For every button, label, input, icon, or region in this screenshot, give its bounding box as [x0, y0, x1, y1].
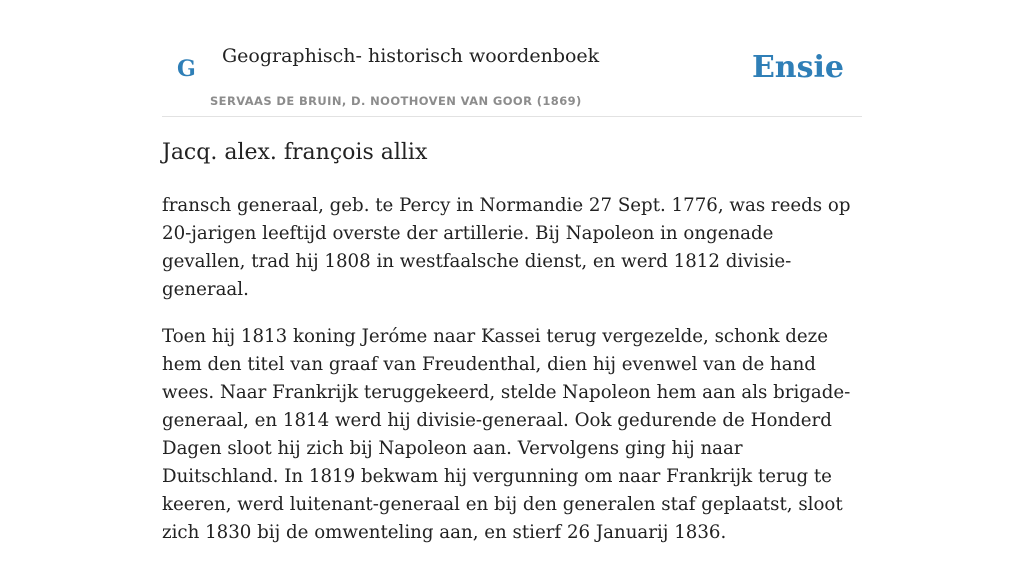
entry-content	[162, 192, 862, 566]
book-author: SERVAAS DE BRUIN, D. NOOTHOVEN VAN GOOR (1869)	[210, 94, 582, 108]
ensie-logo-link[interactable]: Ensie	[751, 50, 844, 85]
page-header	[162, 0, 862, 117]
book-title-link[interactable]: Geographisch- historisch woordenboek	[222, 45, 600, 67]
entry-paragraph: fransch generaal, geb. te Percy in Normandie 27 Sept. 1776, was reeds op 20-jarigen leeftijd overste der artillerie. Bij Napoleon in ongenade gevallen, trad hij 1808 in westfaalsche dienst, en werd 1812 divisie-generaal.	[162, 195, 851, 300]
entry-title: Jacq. alex. françois allix	[162, 140, 428, 165]
entry-paragraph: Toen hij 1813 koning Jerόme naar Kassei terug vergezelde, schonk deze hem den titel van graaf van Freudenthal, dien hij evenwel van de hand wees. Naar Frankrijk teruggekeerd, stelde Napoleon hem aan als brigade-generaal, en 1814 werd hij divisie-generaal. Ook gedurende de Honderd Dagen sloot hij zich bij Napoleon aan. Vervolgens ging hij naar Duitschland. In 1819 bekwam hij vergunning om naar Frankrijk terug te keeren, werd luitenant-generaal en bij den generalen staf geplaatst, sloot zich 1830 bij de omwenteling aan, en stierf 26 Januarij 1836.	[162, 326, 851, 543]
book-letter-icon[interactable]: G	[177, 56, 196, 82]
